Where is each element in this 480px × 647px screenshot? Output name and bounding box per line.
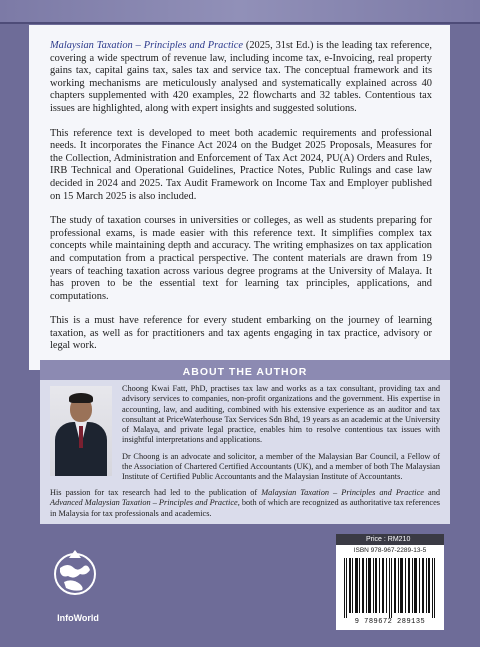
about-author-heading: ABOUT THE AUTHOR (182, 366, 308, 378)
blurb-paragraph-1-text: (2025, 31st Ed.) is the leading tax reference, covering a wide spectrum of revenue law, including income tax, e-Invoicing, real property gains tax, capital gains tax, sales tax and service tax. The conceptual framework and its working mechanisms are meticulously analysed and systematically explained across 40 chapters supplemented with 420 examples, 22 flowcharts and 32 tables. Contentious tax issues are highlighted, along with expert insights and suggested solutions. (50, 40, 433, 114)
isbn-label: ISBN 978-967-2289-13-5 (353, 547, 427, 554)
top-band (0, 0, 480, 22)
barcode-icon (342, 558, 438, 618)
publisher-name: InfoWorld (57, 613, 99, 623)
blurb-paragraph-3: The study of taxation courses in universities or colleges, as well as students preparing for professional exams, is made easier with this reference text. It simplifies complex tax concepts while maintaining depth and accuracy. The writing emphasizes on tax application and computation from a practical perspective. The content materials are drawn from 19 years of teaching taxation across various degree programs at the University of Malaya. It has proven to be the essential text for learning tax principles, applications, and computations. (50, 215, 432, 302)
about-author-panel (40, 360, 450, 524)
barcode-label (336, 534, 444, 630)
blurb-panel (29, 25, 450, 370)
author-publications (50, 488, 440, 519)
author-bio (122, 384, 440, 489)
publications-text-a: His passion for tax research had led to the publication of (50, 488, 262, 497)
author-photo (50, 386, 112, 476)
blurb-paragraph-2: This reference text is developed to meet both academic requirements and professional needs. It incorporates the Finance Act 2024 on the Budget 2025 Proposals, Measures for the Collection, Administration and Enforcement of Tax Act 2024, PU(A) Orders and Rules, IRB Technical and Operational Guidelines, Practice Notes, Public Rulings and case law decided in 2024 and 2025. Tax Audit Framework on Income Tax and Employer published on 15 March 2025 is also included. (50, 127, 432, 202)
publication-title-1: Malaysian Taxation – Principles and Practice (261, 488, 424, 497)
book-title: Malaysian Taxation – Principles and Practice (50, 40, 243, 51)
publications-text-c: and (423, 488, 441, 497)
price-label: Price : RM210 (336, 534, 444, 545)
author-bio-paragraph-1: Choong Kwai Fatt, PhD, practises tax law and works as a tax consultant, providing tax and advisory services to companies, non-profit organizations and the government. His expertise in accounting, law, and auditing, combined with his extensive experience as an auditor and tax consultant at PriceWaterhouse Tax Services Sdn Bhd, 19 years as an academic at the University of Malaya, and private legal practice, enables him to resolve contentious tax issues with insightful interpretations and applications. (122, 384, 440, 445)
barcode-digits: 9 789672 289135 (354, 618, 426, 626)
top-band-divider (0, 22, 480, 24)
author-bio-paragraph-2: Dr Choong is an advocate and solicitor, a member of the Malaysian Bar Council, a Fellow of the Association of Chartered Certified Accountants (UK), and a member of both The Malaysian Institute of Certified Public Accountants and the Malaysian Institute of Accountants. (122, 451, 440, 482)
publications-text-e: , both of which are recognized as authoritative tax references in Malaysia for tax professionals and academics. (50, 498, 440, 518)
publication-title-2: Advanced Malaysian Taxation – Principles and Practice (50, 498, 238, 508)
blurb-paragraph-4: This is a must have reference for every student embarking on the journey of learning taxation, as well as for practitioners and tax agents engaging in tax practice, advisory or legal work. (50, 315, 432, 352)
blurb-paragraph-1 (50, 40, 432, 116)
